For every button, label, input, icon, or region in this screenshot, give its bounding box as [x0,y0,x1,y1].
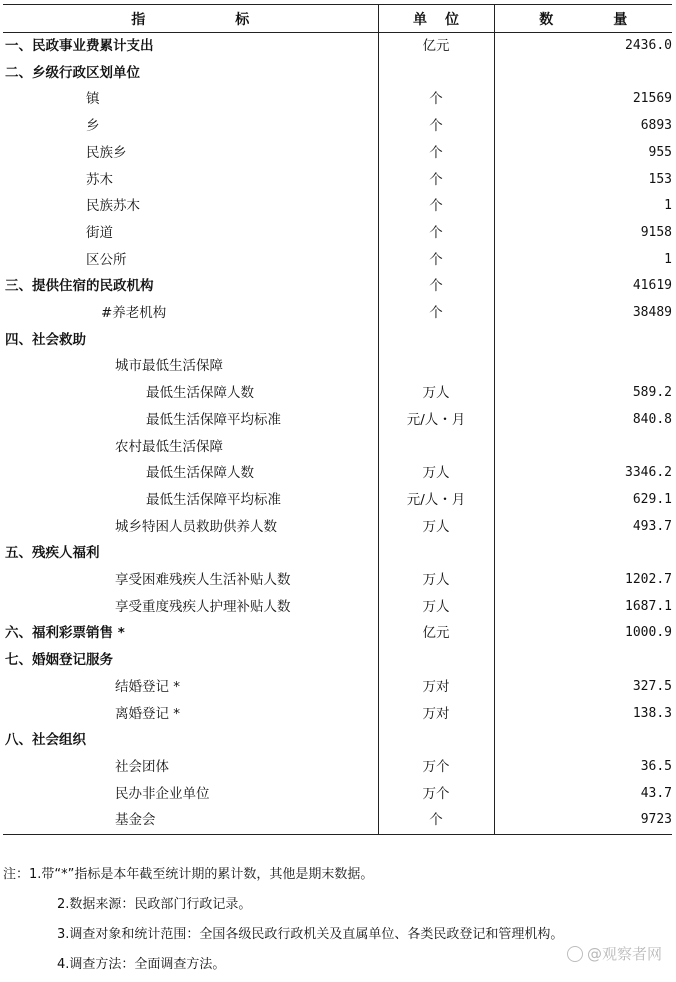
footnote-4: 4.调查方法：全面调查方法。 [57,957,226,972]
watermark-text: @观察者网 [586,945,662,963]
value-cell: 1 [494,193,672,220]
indicator-cell: 街道 [86,224,113,241]
table-row [3,33,672,60]
value-cell: 153 [494,167,672,194]
value-cell: 41619 [494,273,672,300]
table-row [3,167,672,194]
table-row [3,380,672,407]
indicator-cell: 民族乡 [86,144,127,161]
indicator-cell: 最低生活保障人数 [146,465,254,482]
table-row [3,807,672,834]
table-row [3,540,672,567]
value-cell: 493.7 [494,514,672,541]
value-cell: 955 [494,140,672,167]
value-cell [494,60,672,87]
table-row [3,193,672,220]
unit-cell: 个 [378,807,494,834]
indicator-cell: 民办非企业单位 [115,785,210,802]
indicator-cell: 城乡特困人员救助供养人数 [115,518,277,535]
unit-cell: 万对 [378,701,494,728]
unit-cell [378,353,494,380]
indicator-cell: 享受困难残疾人生活补贴人数 [115,572,291,589]
value-cell: 21569 [494,86,672,113]
unit-cell: 万个 [378,781,494,808]
value-cell: 1 [494,247,672,274]
table-row [3,647,672,674]
header-unit: 单 位 [378,5,494,33]
value-cell: 589.2 [494,380,672,407]
table-row [3,434,672,461]
unit-cell: 万人 [378,567,494,594]
indicator-cell: 四、社会救助 [5,331,86,348]
value-cell [494,353,672,380]
table-row [3,273,672,300]
indicator-cell: 基金会 [3,807,378,834]
indicator-cell: 社会团体 [115,758,169,775]
unit-cell: 个 [378,140,494,167]
unit-cell: 亿元 [378,33,494,60]
unit-cell [378,647,494,674]
unit-cell [378,327,494,354]
header-indicator: 指 标 [3,5,378,33]
indicator-cell: 城市最低生活保障 [115,358,223,375]
unit-cell: 个 [378,300,494,327]
unit-cell [378,727,494,754]
unit-cell: 个 [378,193,494,220]
indicator-cell: 六、福利彩票销售 * [5,625,125,642]
unit-cell: 个 [378,113,494,140]
table-row [3,113,672,140]
indicator-cell: 七、婚姻登记服务 [5,652,113,669]
value-cell [494,647,672,674]
table-row [3,594,672,621]
table-row [3,487,672,514]
indicator-cell: 乡 [86,118,100,135]
indicator-cell: 离婚登记 * [115,705,181,722]
value-cell [494,327,672,354]
table-row [3,407,672,434]
unit-cell [378,434,494,461]
unit-cell: 万对 [378,674,494,701]
unit-cell: 万个 [378,754,494,781]
table-row [3,781,672,808]
footnote-1: 注：1.带“*”指标是本年截至统计期的累计数，其他是期末数据。 [3,867,374,882]
value-cell: 9158 [494,220,672,247]
table-row [3,567,672,594]
value-cell: 3346.2 [494,460,672,487]
unit-cell [378,540,494,567]
value-cell: 1687.1 [494,594,672,621]
unit-cell: 万人 [378,514,494,541]
indicator-cell: 苏木 [86,171,113,188]
table-row [3,727,672,754]
footnote-3: 3.调查对象和统计范围：全国各级民政行政机关及直属单位、各类民政登记和管理机构。 [57,927,564,942]
value-cell: 6893 [494,113,672,140]
table-row [3,300,672,327]
unit-cell: 万人 [378,380,494,407]
table-row [3,620,672,647]
table-row [3,353,672,380]
table-row [3,140,672,167]
value-cell: 43.7 [494,781,672,808]
indicator-cell: 镇 [86,91,100,108]
indicator-cell: 农村最低生活保障 [115,438,223,455]
unit-cell: 个 [378,167,494,194]
unit-cell: 万人 [378,594,494,621]
value-cell: 36.5 [494,754,672,781]
value-cell [494,434,672,461]
value-cell [494,727,672,754]
indicator-cell: 三、提供住宿的民政机构 [5,278,154,295]
indicator-cell: 一、民政事业费累计支出 [5,38,154,54]
value-cell: 1000.9 [494,620,672,647]
unit-cell [378,60,494,87]
indicator-cell: 最低生活保障平均标准 [146,411,281,428]
footnote-2: 2.数据来源：民政部门行政记录。 [57,897,252,912]
value-cell [494,540,672,567]
table-header-row [3,5,672,33]
table-row [3,247,672,274]
table-row [3,514,672,541]
value-cell: 327.5 [494,674,672,701]
indicator-cell: 最低生活保障人数 [146,385,254,402]
table-row [3,754,672,781]
indicator-cell: 八、社会组织 [5,732,86,749]
unit-cell: 亿元 [378,620,494,647]
table-body [3,33,672,835]
value-cell: 2436.0 [494,33,672,60]
header-value: 数 量 [494,5,672,33]
indicator-cell: 二、乡级行政区划单位 [5,64,140,81]
value-cell: 38489 [494,300,672,327]
unit-cell: 个 [378,247,494,274]
value-cell: 840.8 [494,407,672,434]
indicator-cell: 五、残疾人福利 [5,545,100,562]
value-cell: 9723 [494,807,672,834]
table-row [3,327,672,354]
watermark-logo-icon [567,946,583,962]
statistics-table [3,4,672,835]
table-row [3,86,672,113]
value-cell: 138.3 [494,701,672,728]
table-row [3,60,672,87]
table-row [3,460,672,487]
unit-cell: 元/人・月 [378,407,494,434]
table-row [3,701,672,728]
unit-cell: 个 [378,273,494,300]
indicator-cell: 享受重度残疾人护理补贴人数 [115,598,291,615]
indicator-cell: 民族苏木 [86,198,140,215]
table-row [3,674,672,701]
unit-cell: 个 [378,86,494,113]
value-cell: 1202.7 [494,567,672,594]
indicator-cell: 区公所 [86,251,127,268]
value-cell: 629.1 [494,487,672,514]
indicator-cell: 最低生活保障平均标准 [146,491,281,508]
unit-cell: 个 [378,220,494,247]
indicator-cell: 结婚登记 * [115,678,181,695]
watermark [567,943,662,964]
table-row [3,220,672,247]
unit-cell: 元/人・月 [378,487,494,514]
unit-cell: 万人 [378,460,494,487]
indicator-cell: #养老机构 [101,305,167,322]
